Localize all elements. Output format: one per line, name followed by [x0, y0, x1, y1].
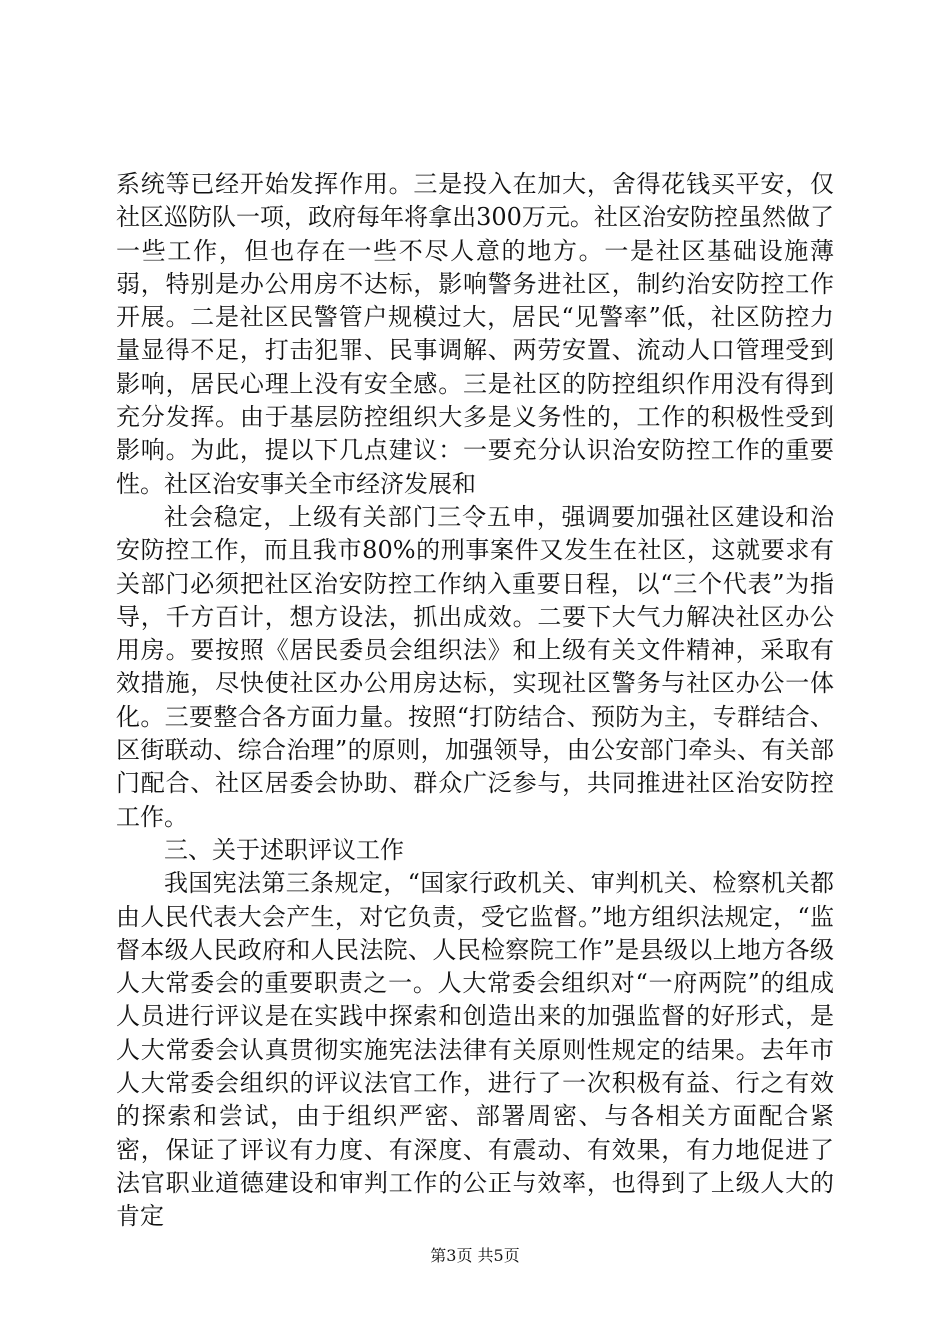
paragraph-review-work: 我国宪法第三条规定，“国家行政机关、审判机关、检察机关都由人民代表大会产生，对它负责，受它监督。”地方组织法规定，“监督本级人民政府和人民法院、人民检察院工作”是县级以上地方各级人大常委会的重要职责之一。人大常委会组织对“一府两院”的组成人员进行评议是在实践中探索和创造出来的加强监督的好形式，是人大常委会认真贯彻实施宪法法律有关原则性规定的结果。去年市人大常委会组织的评议法官工作，进行了一次积极有益、行之有效的探索和尝试，由于组织严密、部署周密、与各相关方面配合紧密，保证了评议有力度、有深度、有震动、有效果，有力地促进了法官职业道德建设和审判工作的公正与效率，也得到了上级人大的肯定: [116, 869, 834, 1231]
document-body: [116, 168, 834, 1234]
paragraph-continuation: 系统等已经开始发挥作用。三是投入在加大，舍得花钱买平安，仅社区巡防队一项，政府每年将拿出300万元。社区治安防控虽然做了一些工作，但也存在一些不尽人意的地方。一是社区基础设施薄弱，特别是办公用房不达标，影响警务进社区，制约治安防控工作开展。二是社区民警管户规模过大，居民“见警率”低，社区防控力量显得不足，打击犯罪、民事调解、两劳安置、流动人口管理受到影响，居民心理上没有安全感。三是社区的防控组织作用没有得到充分发挥。由于基层防控组织大多是义务性的，工作的积极性受到影响。为此，提以下几点建议：一要充分认识治安防控工作的重要性。社区治安事关全市经济发展和: [116, 170, 834, 498]
paragraph-suggestions: 社会稳定，上级有关部门三令五申，强调要加强社区建设和治安防控工作，而且我市80%的刑事案件又发生在社区，这就要求有关部门必须把社区治安防控工作纳入重要日程，以“三个代表”为指导，千方百计，想方设法，抓出成效。二要下大气力解决社区办公用房。要按照《居民委员会组织法》和上级有关文件精神，采取有效措施，尽快使社区办公用房达标，实现社区警务与社区办公一体化。三要整合各方面力量。按照“打防结合、预防为主，专群结合、区街联动、综合治理”的原则，加强领导，由公安部门牵头、有关部门配合、社区居委会协助、群众广泛参与，共同推进社区治安防控工作。: [116, 502, 834, 831]
section-heading: 三、关于述职评议工作: [164, 835, 404, 864]
page-number-footer: 第3页 共5页: [430, 1246, 520, 1265]
